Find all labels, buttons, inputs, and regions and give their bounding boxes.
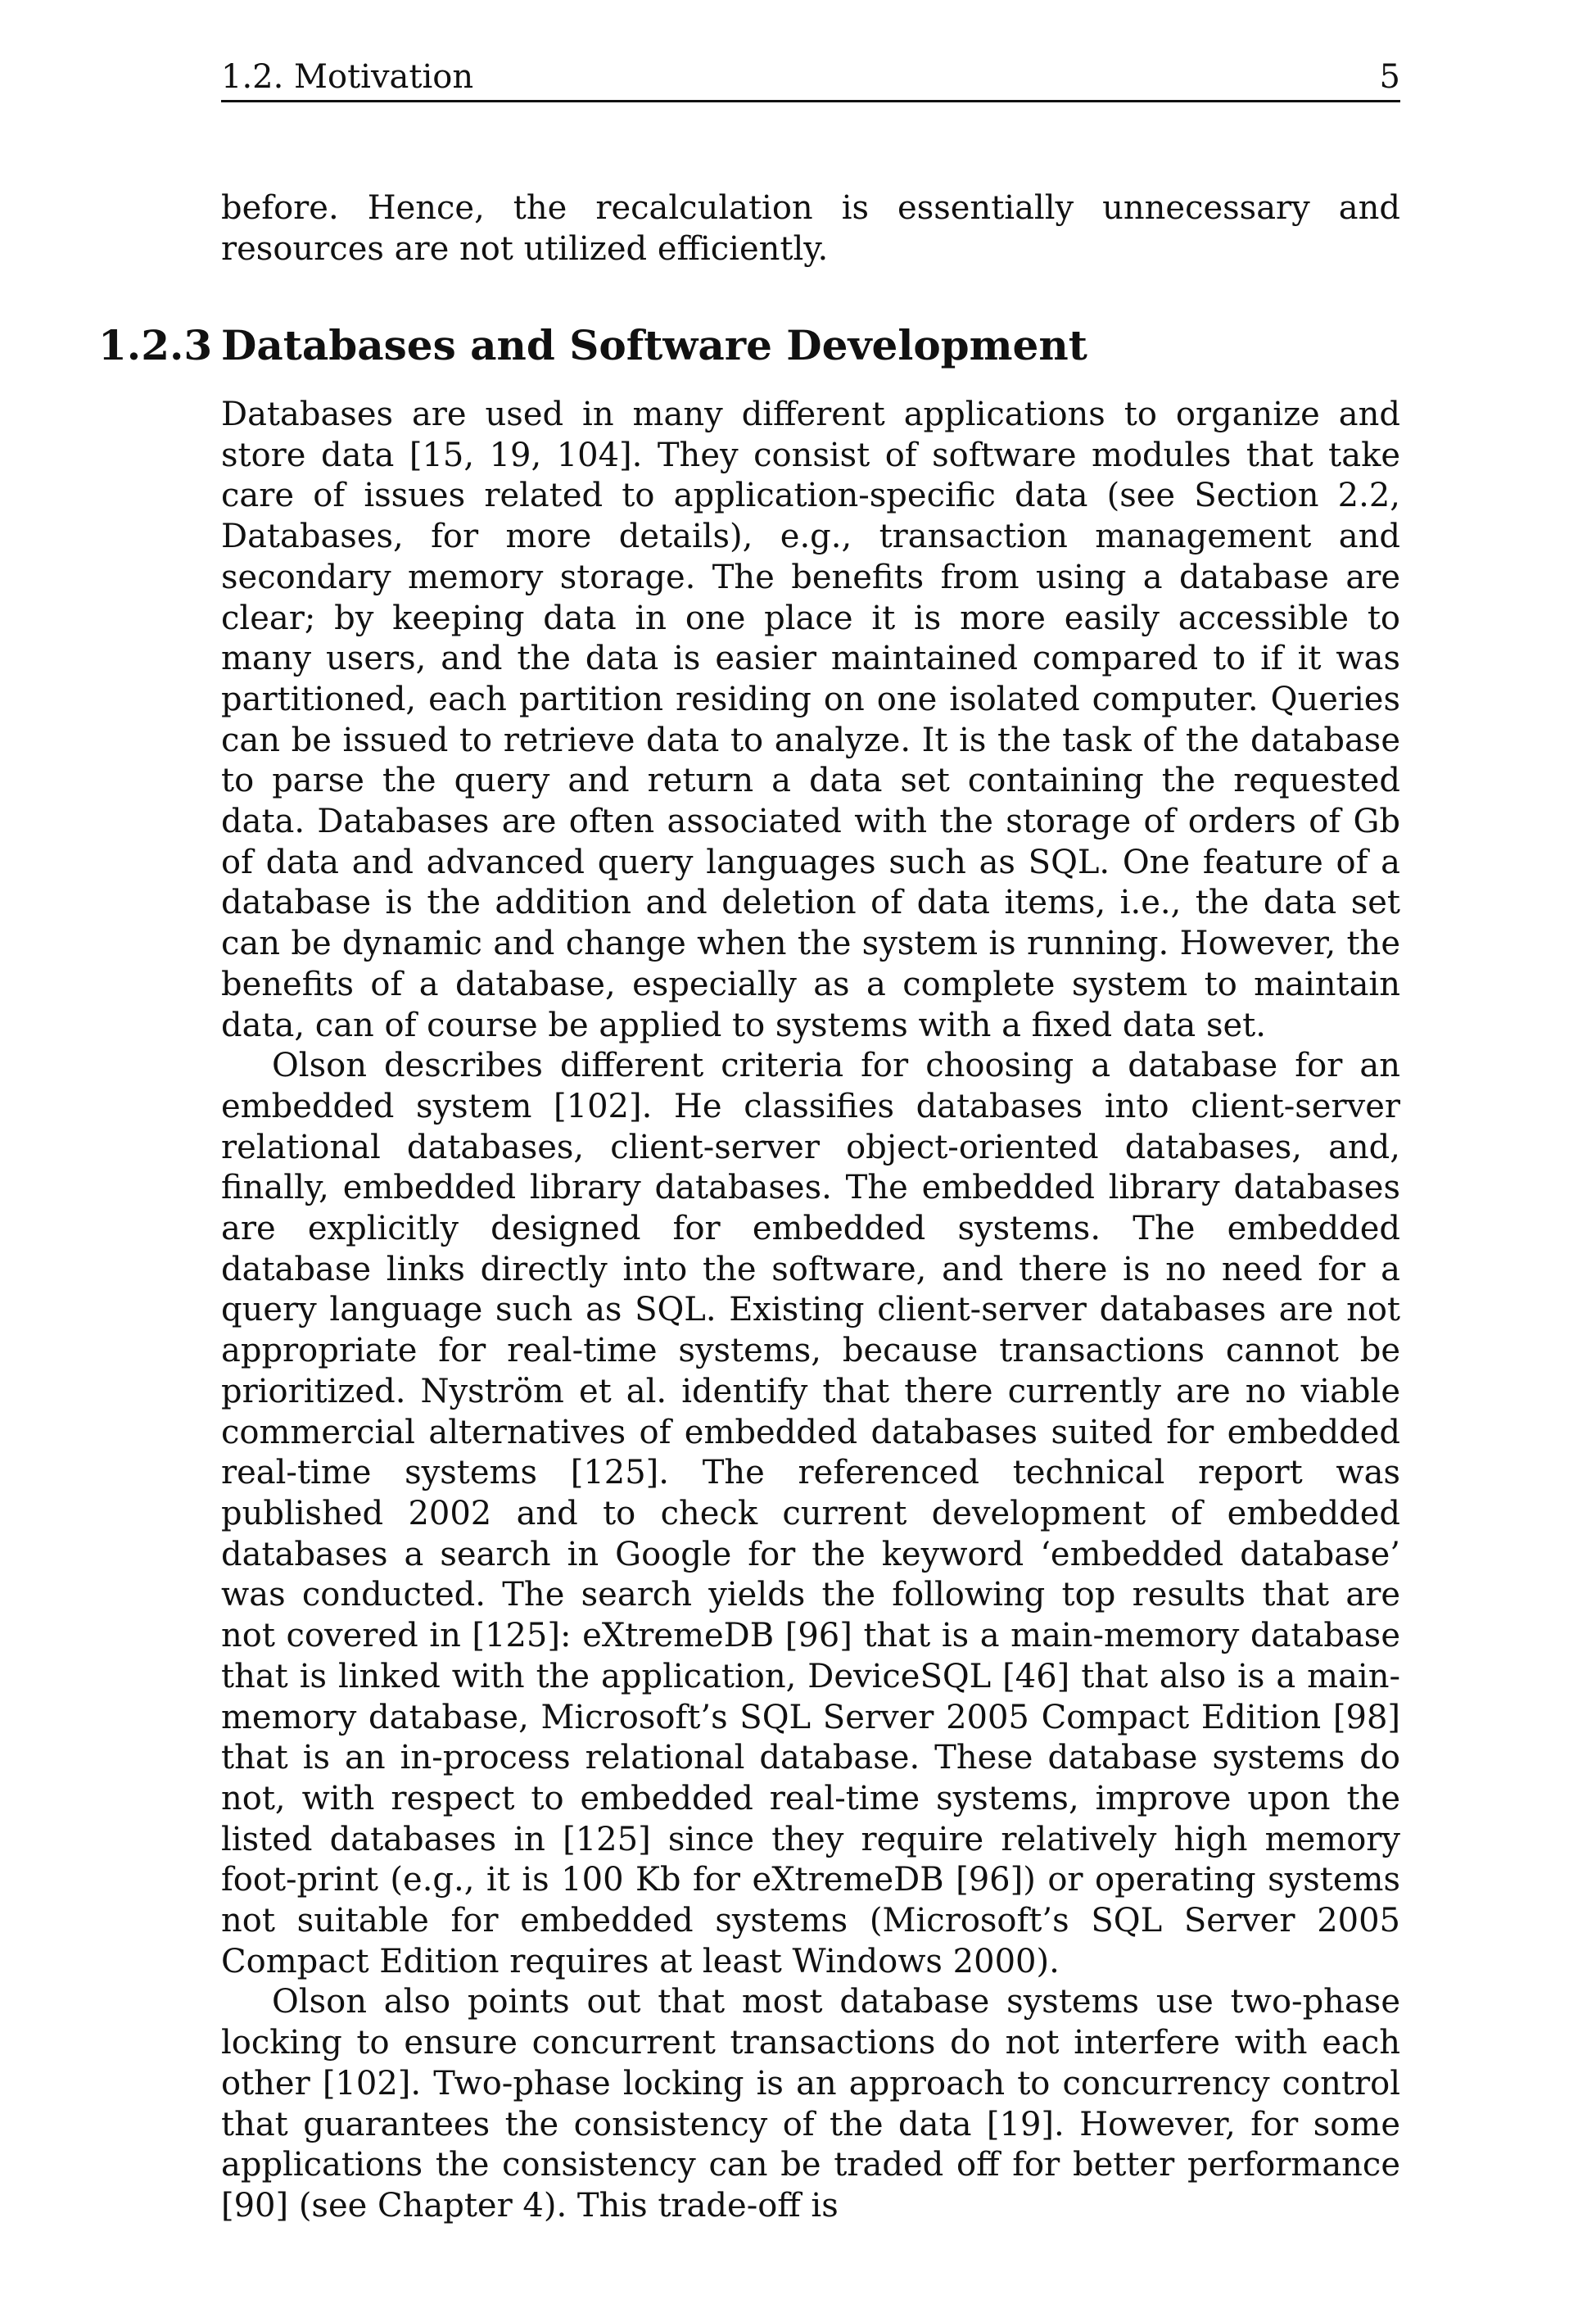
section-heading xyxy=(98,321,1408,370)
section-body xyxy=(221,395,1400,2227)
paragraph-databases-overview: Databases are used in many different applications to organize and store data [15, 19, 104]. They consist of software modules that take care of issues related to application-specific data (see Section 2.2, Databases, for more details), e.g., transaction management and secondary memory storage. The benefits from using a database are clear; by keeping data in one place it is more easily accessible to many users, and the data is easier maintained compared to if it was partitioned, each partition residing on one isolated computer. Queries can be issued to retrieve data to analyze. It is the task of the database to parse the query and return a data set containing the requested data. Databases are often associated with the storage of orders of Gb of data and advanced query languages such as SQL. One feature of a database is the addition and deletion of data items, i.e., the data set can be dynamic and change when the system is running. However, the benefits of a database, especially as a complete system to maintain data, can of course be applied to systems with a fixed data set. xyxy=(221,396,1400,1044)
paragraph-two-phase-locking: Olson also points out that most database systems use two-phase locking to ensure concurrent transactions do not interfere with each other [102]. Two-phase locking is an approach to concurrency control that guarantees the consistency of the data [19]. However, for some applications the consistency can be traded off for better performance [90] (see Chapter 4). This trade-off is xyxy=(221,1983,1400,2225)
paragraph-olson-criteria: Olson describes different criteria for choosing a database for an embedded system [102]. He classifies databases into client-server relational databases, client-server object-oriented databases, and, finally, embedded library databases. The embedded library databases are explicitly designed for embedded systems. The embedded database links directly into the software, and there is no need for a query language such as SQL. Existing client-server databases are not appropriate for real-time systems, because transactions cannot be prioritized. Nyström et al. identify that there currently are no viable commercial alternatives of embedded databases suited for embedded real-time systems [125]. The referenced technical report was published 2002 and to check current development of embedded databases a search in Google for the keyword ‘embedded database’ was conducted. The search yields the following top results that are not covered in [125]: eXtremeDB [96] that is a main-memory database that is linked with the application, DeviceSQL [46] that also is a main-memory database, Microsoft’s SQL Server 2005 Compact Edition [98] that is an in-process relational database. These database systems do not, with respect to embedded real-time systems, improve upon the listed databases in [125] since they require relatively high memory foot-print (e.g., it is 100 Kb for eXtremeDB [96]) or operating systems not suitable for embedded systems (Microsoft’s SQL Server 2005 Compact Edition requires at least Windows 2000). xyxy=(221,1047,1400,1980)
page-number: 5 xyxy=(1379,58,1400,96)
running-header xyxy=(221,51,1400,102)
section-number: 1.2.3 xyxy=(98,321,213,369)
running-header-section: 1.2. Motivation xyxy=(221,58,474,96)
section-title: Databases and Software Development xyxy=(221,321,1087,369)
intro-paragraph: before. Hence, the recalculation is essentially unnecessary and resources are not utilized efficiently. xyxy=(221,189,1400,268)
